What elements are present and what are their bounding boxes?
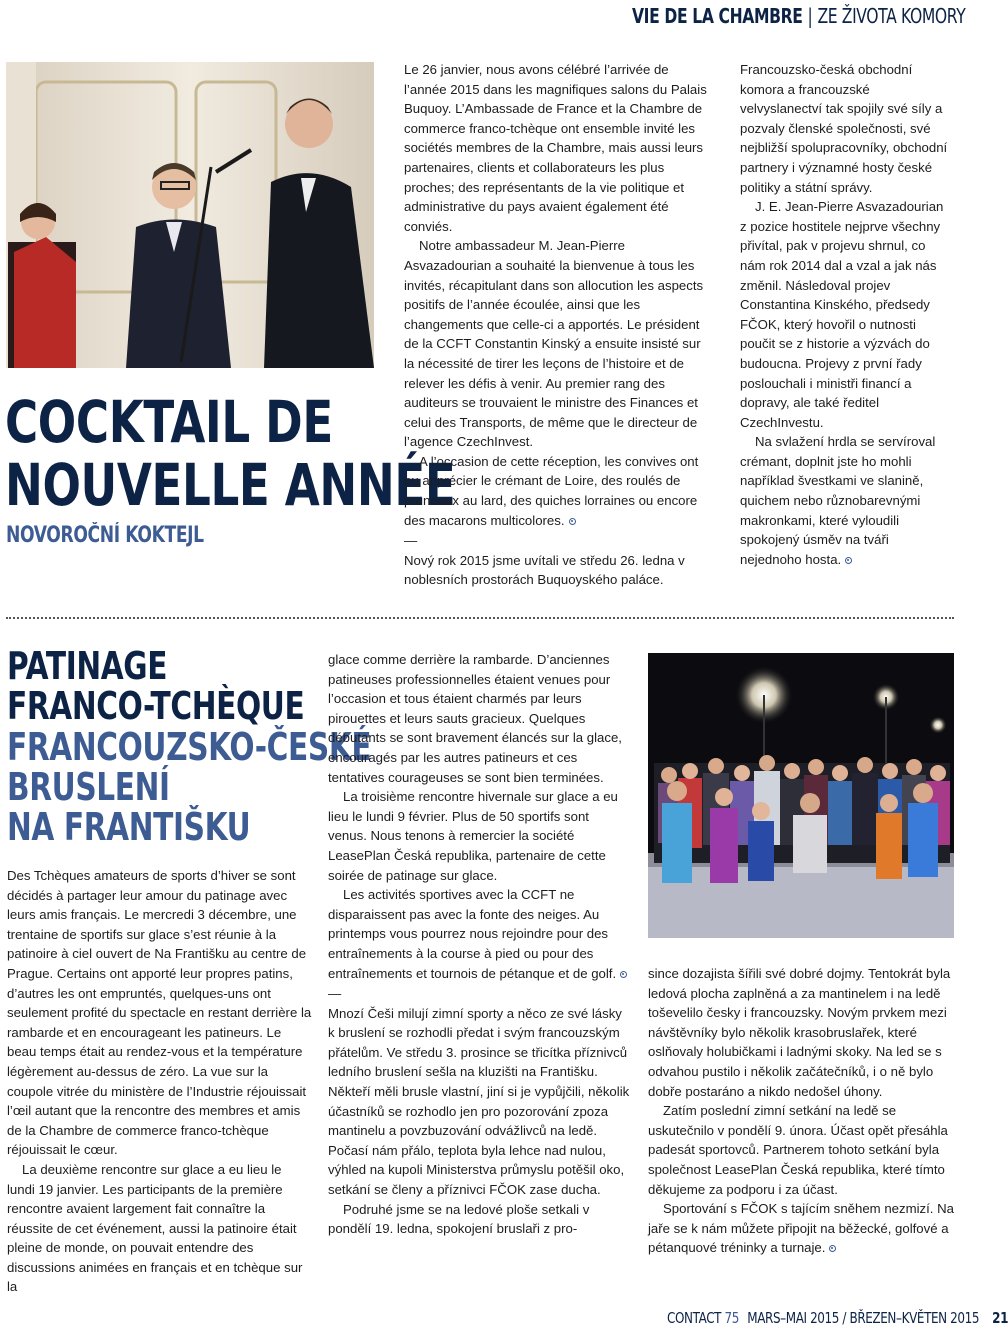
- article-separator: [6, 617, 954, 619]
- article2-fr-paragraph: La troisième rencontre hivernale sur glace a eu lieu le lundi 9 février. Plus de 50 sportifs sont venus. Nous tenons à remercier la société LeasePlan Česká republika, partenaire de cette soirée de patinage sur glace.: [328, 789, 618, 883]
- end-of-article-icon: [620, 971, 627, 978]
- article2-fr-paragraph: La deuxième rencontre sur glace a eu lieu le lundi 19 janvier. Les participants de la première rencontre avaient largement fait connaître la réussite de cet événement, aussi la patinoire était pleine de monde, on pouvait entendre des discussions animées en français et en tchèque sur la: [7, 1161, 303, 1295]
- article2-title-cz-line2: BRUSLENÍ: [7, 765, 170, 809]
- article2-fr-paragraph: Les activités sportives avec la CCFT ne disparaissent pas avec la fonte des neiges. Au printemps vous pourrez nous rejoindre pour des entraînements à la course à pied ou pour des entraînements et tournois de pétanque et de golf.: [328, 885, 630, 983]
- article2-column-cz-3: [648, 964, 954, 1258]
- article2-fr-paragraph: glace comme derrière la rambarde. D’anciennes patineuses professionnelles étaient venues pour l’occasion et tous étaient charmés par leurs pirouettes et leurs sauts gracieux. Quelques débutants se sont bravement élancés sur la glace, encouragés par les autres patineurs et ces tentatives courageuses se sont bien terminées.: [328, 652, 622, 785]
- section-header: [632, 4, 965, 28]
- reception-photo: [6, 62, 374, 368]
- article2-cz-paragraph: Mnozí Češi milují zimní sporty a něco ze své lásky k bruslení se rozhodli předat i svým francouzským přátelům. Ve středu 3. prosince se třicítka příznivců ledního bruslení sešla na kluzišti na Františku. Někteří měli brusle vlastní, jiní si je vypůjčili, několik účastníků se rozhodlo jen pro pozorování zpoza mantinelu a povzbuzování odvážlivců na ledě. Počasí nám přálo, teplota byla lehce nad nulou, výhled na kupoli Ministerstva průmyslu potěšil oko, setkání se členy a příznivci FČOK zase ducha.: [328, 1005, 630, 1198]
- footer-magazine: CONTACT: [667, 1309, 722, 1327]
- article2-dash: —: [328, 986, 342, 1002]
- article1-fr-paragraph: Le 26 janvier, nous avons célébré l’arrivée de l’année 2015 dans les magnifiques salons du Palais Buquoy. L’Ambassade de France et la Chambre de commerce franco-tchèque ont ensemble invité les sociétés membres de la Chambre, mais aussi leurs partenaires, clients et collaborateurs les plus proches; des représentants de la vie politique et administrative du pays avaient également été conviés.: [404, 62, 707, 234]
- article2-fr-paragraph: Des Tchèques amateurs de sports d’hiver se sont décidés à partager leur amour du patinage avec leurs amis français. Le mercredi 3 décembre, une trentaine de sportifs sur glace s’est réunie à la patinoire à ciel ouvert de Na Františku au centre de Prague. Certains ont apporté leur propres patins, d’autres les ont empruntés, quelques-uns ont seulement profité du spectacle en restant derrière la rambarde et en encourageant les patineurs. Le beau temps était au rendez-vous et la température légèrement au-dessus de zéro. La vue sur la coupole vitrée du ministère de l’Industrie réjouissait l’œil autant que la rencontre des membres et amis de la Chambre de commerce franco-tchèque réjouissait le cœur.: [7, 868, 312, 1158]
- skating-photo: [648, 653, 954, 938]
- article2-title-cz-line1: FRANCOUZSKO-ČESKÉ: [7, 725, 372, 769]
- article1-subtitle: NOVOROČNÍ KOKTEJL: [6, 523, 204, 548]
- article2-title-fr-line1: PATINAGE: [7, 644, 168, 688]
- page-footer: [667, 1309, 1008, 1327]
- article1-cz-paragraph: Na svlažení hrdla se servíroval crémant, doplnit jste ho mohli například švestkami ve slanině, quichem nebo různobarevnými makronkami, které vyloudili spokojený úsměv na tváři nejednoho hosta.: [740, 434, 936, 567]
- footer-period: MARS–MAI 2015 / BŘEZEN–KVĚTEN 2015: [747, 1309, 980, 1327]
- article2-column-fr-1: [7, 866, 313, 1297]
- article1-cz-paragraph: Francouzsko-česká obchodní komora a francouzské velvyslanectví tak spojily své síly a pozvaly členské společnosti, své nejbližší spolupracovníky, obchodní partnery i významné hosty české politiky a státní správy.: [740, 62, 948, 195]
- article1-column-cz: [740, 60, 952, 569]
- end-of-article-icon: [845, 557, 852, 564]
- reception-photo-image: [6, 62, 374, 368]
- footer-issue: 75: [724, 1309, 740, 1327]
- article2-title-fr-line2: FRANCO-TCHÈQUE: [7, 684, 305, 728]
- section-header-divider: |: [807, 4, 813, 28]
- article2-cz-paragraph: Zatím poslední zimní setkání na ledě se uskutečnilo v pondělí 9. února. Účast opět přesáhla padesát sportovců. Partnerem tohoto setkání byla společnost LeasePlan Česká republika, které tímto děkujeme za podporu i za účast.: [648, 1103, 948, 1197]
- end-of-article-icon: [569, 518, 576, 525]
- article2-cz-paragraph: Sportování s FČOK s tajícím sněhem nezmizí. Na jaře se k nám můžete připojit na běžecké, golfové a pétanquové tréninky a turnaje.: [648, 1201, 954, 1256]
- article1-fr-paragraph: Notre ambassadeur M. Jean-Pierre Asvazadourian a souhaité la bienvenue à tous les invités, récapitulant dans son allocution les aspects positifs de l’année écoulée, ainsi que les changements que celle-ci a apportés. Le président de la CCFT Constantin Kinský a ensuite insisté sur la nécessité de tirer les leçons de l’histoire et de relever les défis à venir. Au premier rang des auditeurs se trouvaient le ministre des Finances et celui des Transports, de même que le directeur de l’agence CzechInvest.: [404, 238, 704, 450]
- article1-column-fr: [404, 60, 712, 590]
- article1-title-line2: NOUVELLE ANNÉE: [5, 451, 456, 519]
- section-header-fr: VIE DE LA CHAMBRE: [632, 4, 803, 28]
- article1-dash: —: [404, 533, 418, 549]
- article1-cz-paragraph: J. E. Jean-Pierre Asvazadourian z pozice hostitele nejprve všechny přivítal, pak v projevu shrnul, co nám rok 2014 dal a vzal a jak nás změnil. Následoval projev Constantina Kinského, předsedy FČOK, který hovořil o nutnosti poučit se z historie a výzvách do budoucna. Projevy z první řady poslouchali i ministři financí a dopravy, ale také ředitel CzechInvestu.: [740, 199, 944, 430]
- skating-photo-image: [648, 653, 954, 938]
- article1-fr-paragraph: A l’occasion de cette réception, les convives ont pu apprécier le crémant de Loire, des roulés de pruneaux au lard, des quiches lorraines ou encore des macarons multicolores.: [404, 453, 699, 528]
- end-of-article-icon: [829, 1245, 836, 1252]
- article2-cz-paragraph: Podruhé jsme se na ledové ploše setkali v pondělí 19. ledna, spokojení bruslaři z pro-: [328, 1201, 590, 1237]
- article2-cz-paragraph: since dozajista šířili své dobré dojmy. Tentokrát byla ledová plocha zaplněná a za mantinelem i na ledě toševelilo česky i francouzsky. Novým prvkem mezi návštěvníky bylo několik krasobruslařek, které oslňovaly holubičkami i ladnými skoky. Na led se s odvahou pustilo i několik začátečníků, i o ně bylo dobře postaráno a nikdo nedošel úhony.: [648, 966, 951, 1099]
- article2-title-cz-line3: NA FRANTIŠKU: [7, 805, 251, 849]
- article1-cz-intro: Nový rok 2015 jsme uvítali ve středu 26. ledna v noblesních prostorách Buquoyského paláce.: [404, 552, 685, 588]
- footer-page-number: 21: [992, 1309, 1008, 1327]
- article1-title-line1: COCKTAIL DE: [5, 388, 333, 456]
- article2-column-2: [328, 650, 630, 1239]
- section-header-cz: ZE ŽIVOTA KOMORY: [817, 4, 966, 28]
